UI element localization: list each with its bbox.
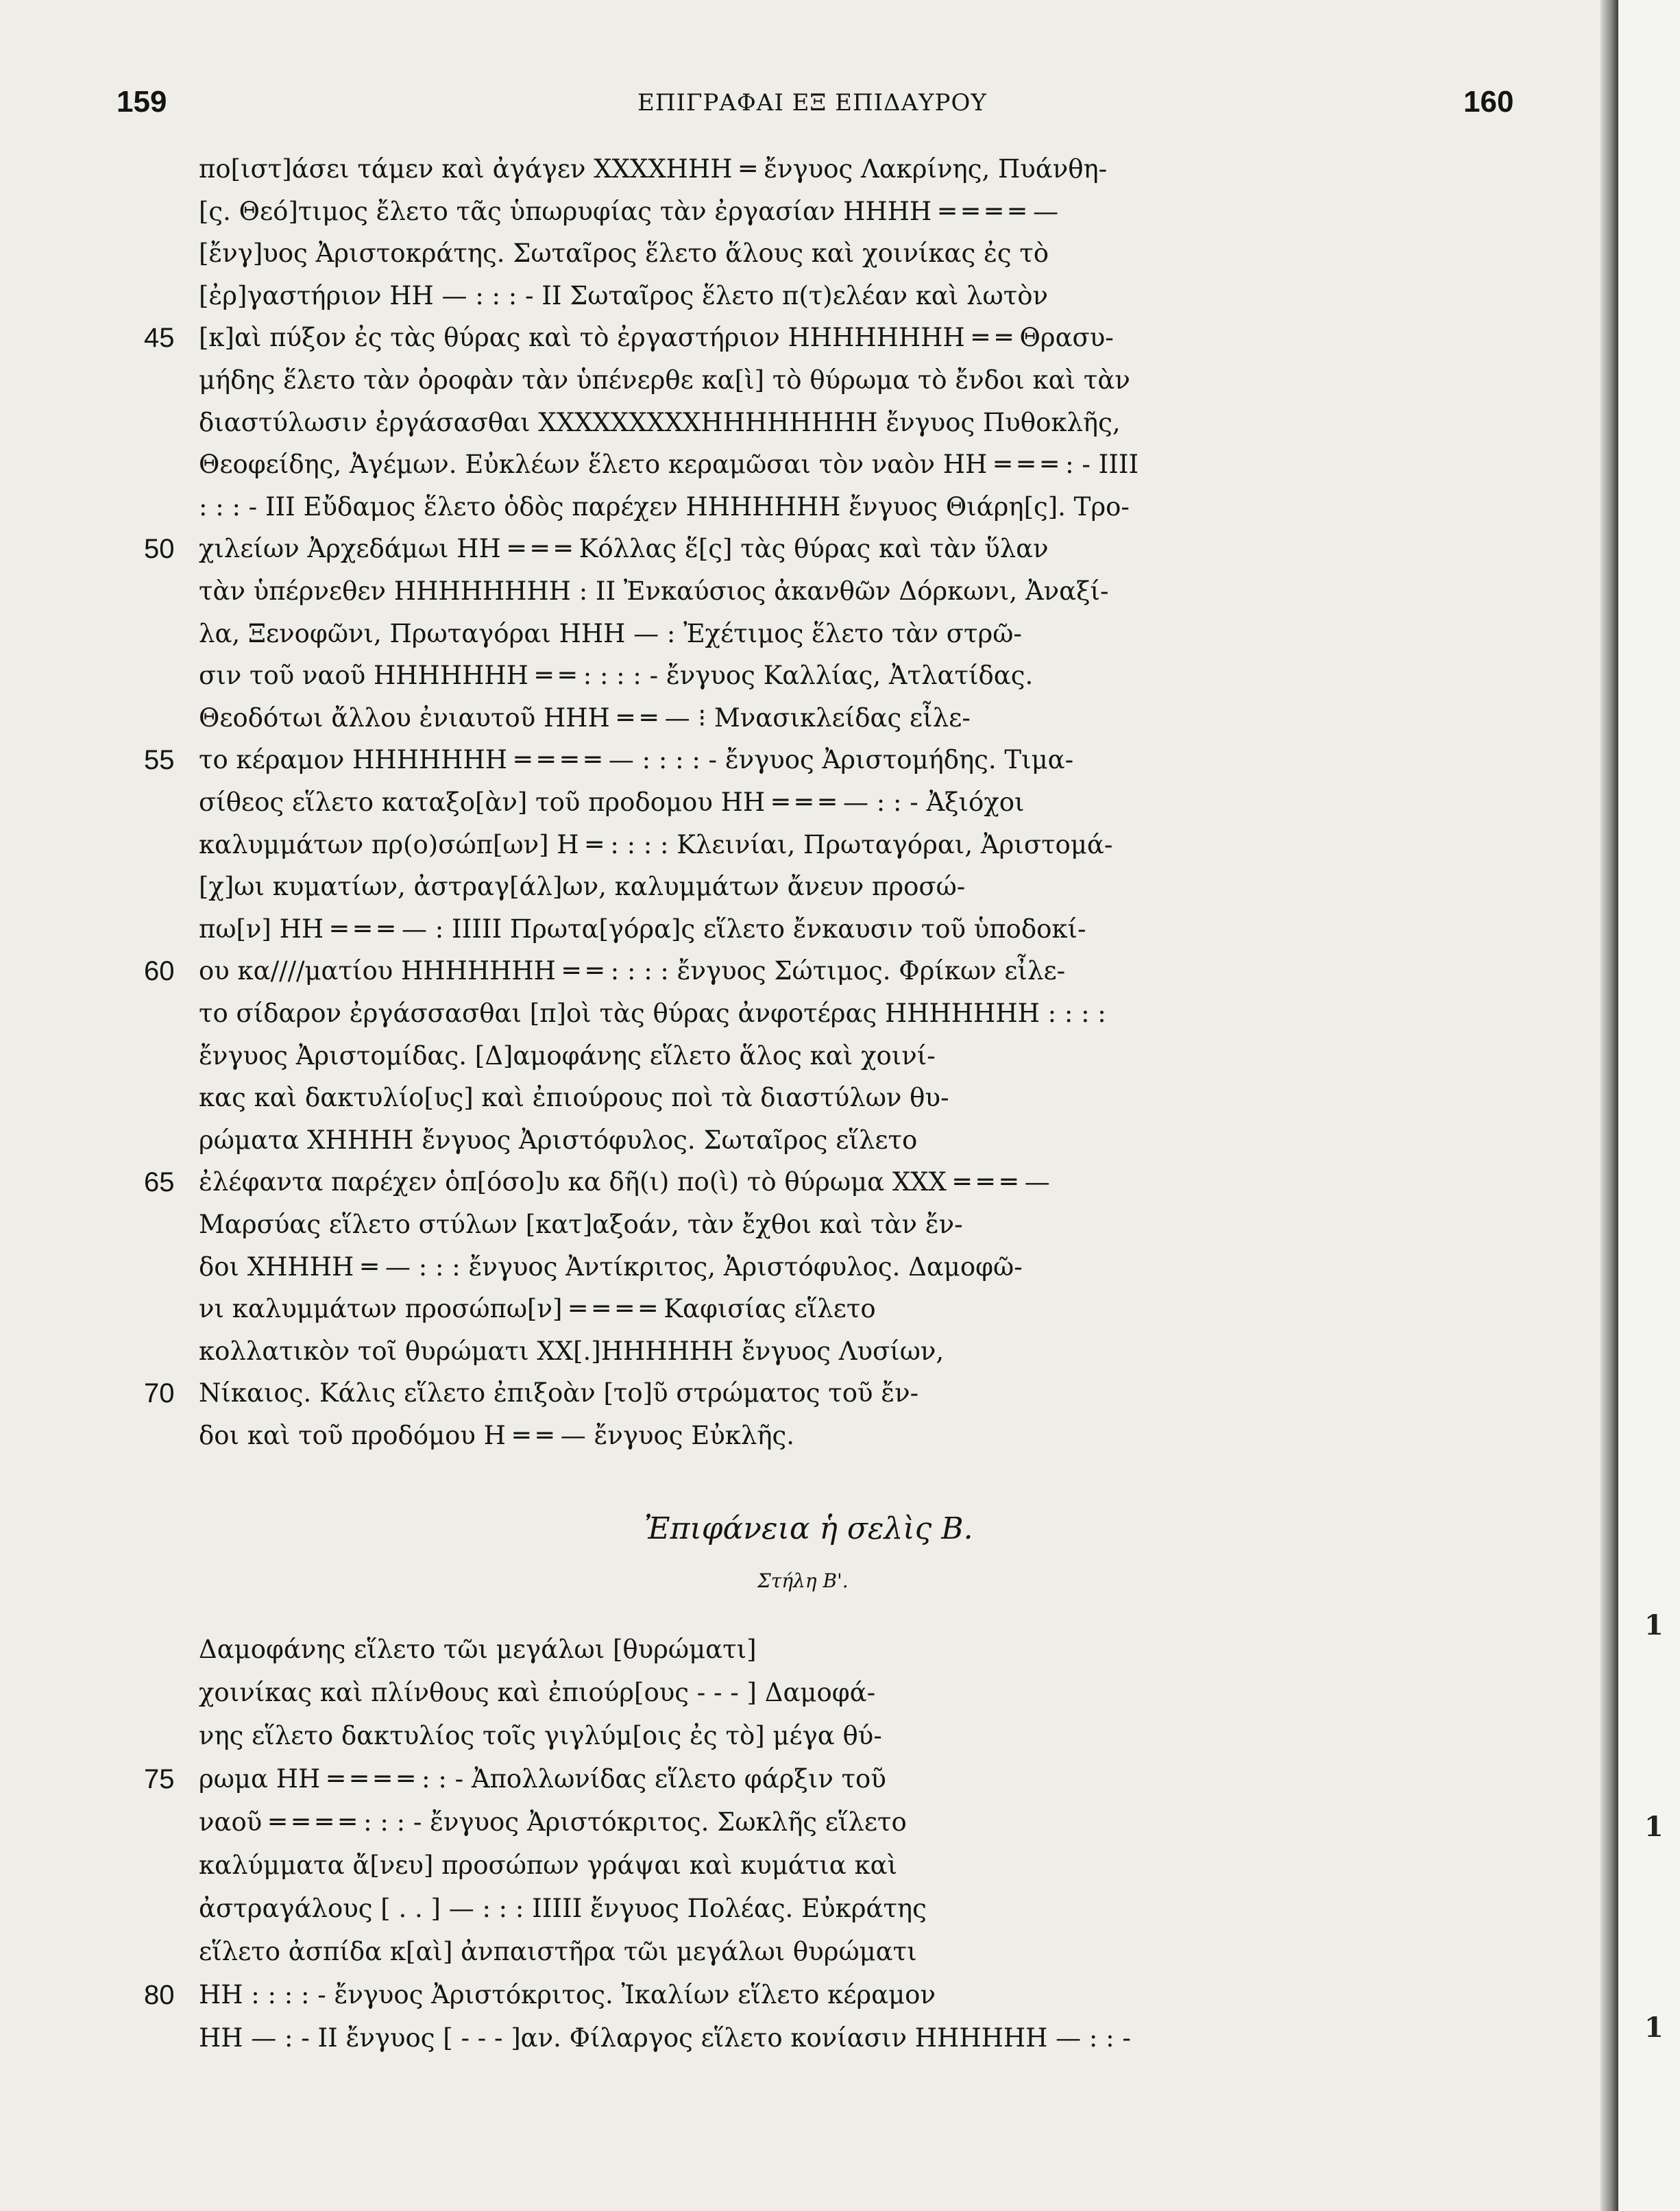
line-text: σίθεος εἵλετο καταξο[ὰν] τοῦ προδομου ΗΗ ═ ═ ═ — : : - Ἀξιόχοι (199, 787, 1025, 817)
margin-mark: 1 (1644, 2012, 1664, 2044)
line-text: κας καὶ δακτυλίο[υς] καὶ ἐπιούρους ποὶ τὰ διαστύλων θυ- (199, 1083, 949, 1113)
line-text: ου κα////ματίου ΗΗΗΗΗΗΗ ═ ═ : : : : ἔνγυος Σώτιμος. Φρίκων εἶλε- (199, 956, 1066, 986)
line-text: Μαρσύας εἵλετο στύλων [κατ]αξοάν, τὰν ἔχθοι καὶ τὰν ἔν- (199, 1210, 963, 1239)
margin-mark: 1 (1644, 1811, 1664, 1843)
text-line (199, 195, 1058, 229)
text-line (199, 448, 1139, 482)
line-text: ναοῦ ═ ═ ═ ═ : : : - ἔνγυος Ἀριστόκριτος. Σωκλῆς εἵλετο (199, 1807, 907, 1837)
text-line (199, 1208, 963, 1242)
line-text: Νίκαιος. Κάλις εἵλετο ἐπιξοὰν [το]ῦ στρώματος τοῦ ἔν- (199, 1378, 919, 1408)
text-line (144, 321, 1114, 355)
line-text: ΗΗ — : - ΙΙ ἔνγυος [ - - - ]αν. Φίλαργος εἵλετο κονίασιν ΗΗΗΗΗΗ — : : - (199, 2023, 1131, 2053)
line-text: σιν τοῦ ναοῦ ΗΗΗΗΗΗΗ ═ ═ : : : : - ἔνγυος Καλλίας, Ἀτλατίδας. (199, 661, 1034, 691)
text-line (199, 2021, 1131, 2055)
text-line (199, 785, 1025, 820)
section-heading: Ἐπιφάνεια ἡ σελὶς Β. (644, 1511, 973, 1546)
text-line (199, 997, 1106, 1031)
text-line (199, 1123, 917, 1158)
line-text: πω[ν] ΗΗ ═ ═ ═ — : ΙΙΙΙΙ Πρωτα[γόρα]ς εἵλετο ἔνκαυσιν τοῦ ὑποδοκί- (199, 914, 1086, 944)
page-number-right: 160 (1463, 85, 1514, 119)
line-text: διαστύλωσιν ἐργάσασθαι ΧΧΧΧΧΧΧΧΧΗΗΗΗΗΗΗΗ ἔνγυος Πυθοκλῆς, (199, 407, 1121, 437)
text-line (199, 236, 1049, 271)
text-line (199, 1419, 794, 1453)
text-line (199, 870, 965, 904)
line-number: 65 (144, 1167, 175, 1198)
text-line (144, 743, 1074, 777)
line-text: [χ]ωι κυματίων, ἀστραγ[άλ]ων, καλυμμάτων ἄνευν προσώ- (199, 872, 966, 902)
line-text: [κ]αὶ πύξον ἐς τὰς θύρας καὶ τὸ ἐργαστήριον ΗΗΗΗΗΗΗΗ ═ ═ Θρασυ- (199, 323, 1114, 353)
line-text: ρωμα ΗΗ ═ ═ ═ ═ : : - Ἀπολλωνίδας εἵλετο φάρξιν τοῦ (199, 1764, 886, 1794)
line-text: λα, Ξενοφῶνι, Πρωταγόραι ΗΗΗ — : Ἐχέτιμος ἕλετο τὰν στρῶ- (199, 618, 1022, 648)
text-line (199, 1292, 876, 1326)
text-line (199, 1719, 882, 1753)
text-line (199, 1334, 944, 1369)
text-line (199, 1250, 1023, 1284)
text-line (199, 490, 1130, 524)
line-number: 75 (144, 1764, 175, 1794)
text-line (199, 1935, 917, 1969)
line-text: καλύμματα ἄ[νευ] προσώπων γράψαι καὶ κυμάτια καὶ (199, 1850, 898, 1880)
text-line (199, 1805, 907, 1840)
line-text: Θεοδότωι ἄλλου ἐνιαυτοῦ ΗΗΗ ═ ═ — ⁝ Μνασικλείδας εἶλε- (199, 703, 971, 733)
text-line (199, 617, 1022, 651)
running-header (0, 77, 1600, 125)
text-line (144, 954, 1066, 988)
text-line (144, 1978, 936, 2012)
line-text: καλυμμάτων πρ(ο)σώπ[ων] Η ═ : : : : Κλεινίαι, Πρωταγόραι, Ἀριστομά- (199, 829, 1113, 859)
line-text: ἀστραγάλους [ . . ] — : : : ΙΙΙΙΙ ἔνγυος Πολέας. Εὐκράτης (199, 1894, 927, 1923)
page-number-left: 159 (117, 85, 167, 119)
line-text: : : : - ΙΙΙ Εὔδαμος ἕλετο ὁδὸς παρέχεν ΗΗΗΗΗΗΗ ἔνγυος Θιάρη[ς]. Τρο- (199, 491, 1130, 522)
line-text: εἵλετο ἀσπίδα κ[αὶ] ἀνπαιστῆρα τῶι μεγάλωι θυρώματι (199, 1937, 917, 1966)
text-line (199, 1039, 936, 1073)
line-text: τὰν ὑπέρνεθεν ΗΗΗΗΗΗΗΗ : ΙΙ Ἐνκαύσιος ἀκανθῶν Δόρκωνι, Ἀναξί- (199, 576, 1109, 606)
text-line (144, 1762, 886, 1796)
line-text: χοινίκας καὶ πλίνθους καὶ ἐπιούρ[ους - - - ] Δαμοφά- (199, 1678, 876, 1707)
line-text: [ἔνγ]υος Ἀριστοκράτης. Σωταῖρος ἕλετο ἅλους καὶ χοινίκας ἐς τὸ (199, 239, 1049, 269)
line-text: νι καλυμμάτων προσώπω[ν] ═ ═ ═ ═ Καφισίας εἵλετο (199, 1294, 876, 1324)
line-number: 55 (144, 745, 175, 776)
line-number: 80 (144, 1980, 175, 2010)
line-text: το σίδαρον ἐργάσσασθαι [π]οὶ τὰς θύρας ἀνφοτέρας ΗΗΗΗΗΗΗ : : : : (199, 999, 1106, 1028)
line-text: [ς. Θεό]τιμος ἔλετο τᾶς ὑπωρυφίας τὰν ἐργασίαν ΗΗΗΗ ═ ═ ═ ═ — (199, 196, 1059, 226)
line-text: νης εἵλετο δακτυλίος τοῖς γιγλύμ[οις ἐς τὸ] μέγα θύ- (199, 1721, 882, 1750)
text-line (144, 1165, 1050, 1199)
line-text: μήδης ἕλετο τὰν ὀροφὰν τὰν ὑπένερθε κα[ὶ] τὸ θύρωμα τὸ ἔνδοι καὶ τὰν (199, 365, 1130, 395)
line-text: ΗΗ : : : : - ἔνγυος Ἀριστόκριτος. Ἰκαλίων εἵλετο κέραμον (199, 1980, 936, 2010)
text-line (199, 363, 1130, 398)
line-text: Δαμοφάνης εἵλετο τῶι μεγάλωι [θυρώματι] (199, 1635, 757, 1664)
text-line (199, 912, 1086, 946)
text-line (199, 1848, 897, 1883)
line-number: 60 (144, 956, 175, 987)
text-line (199, 1081, 949, 1115)
line-text: ἐλέφαντα παρέχεν ὁπ[όσο]υ κα δῆ(ι) πο(ὶ) τὸ θύρωμα ΧΧΧ ═ ═ ═ — (199, 1167, 1050, 1197)
line-text: ρώματα ΧΗΗΗΗ ἔνγυος Ἀριστόφυλος. Σωταῖρος εἵλετο (199, 1125, 918, 1155)
text-line (199, 1892, 927, 1926)
text-line (144, 532, 1049, 566)
stele-subheading: Στήλη Β'. (757, 1569, 849, 1592)
text-line (199, 1676, 875, 1710)
margin-mark: 1 (1644, 1609, 1664, 1641)
text-line (199, 152, 1107, 186)
text-line (199, 828, 1112, 862)
line-text: [ἐρ]γαστήριον ΗΗ — : : : - ΙΙ Σωταῖρος ἕλετο π(τ)ελέαν καὶ λωτὸν (199, 280, 1048, 310)
line-text: χιλείων Ἀρχεδάμωι ΗΗ ═ ═ ═ Κόλλας ἕ[ς] τὰς θύρας καὶ τὰν ὕλαν (199, 534, 1049, 564)
line-text: κολλατικὸν τοῖ θυρώματι ΧΧ[.]ΗΗΗΗΗΗ ἔνγυος Λυσίων, (199, 1336, 945, 1366)
line-text: πο[ιστ]άσει τάμεν καὶ ἀγάγεν ΧΧΧΧΗΗΗ ═ ἔνγυος Λακρίνης, Πυάνθη- (199, 154, 1108, 184)
line-number: 50 (144, 534, 175, 565)
text-line (144, 1376, 919, 1410)
text-line (199, 659, 1033, 693)
running-title: ΕΠΙΓΡΑΦΑΙ ΕΞ ΕΠΙΔΑΥΡΟΥ (637, 89, 987, 117)
binding-gutter (1600, 0, 1618, 2211)
text-line (199, 701, 971, 735)
text-line (199, 574, 1109, 609)
line-text: το κέραμον ΗΗΗΗΗΗΗ ═ ═ ═ ═ — : : : : - ἔνγυος Ἀριστομήδης. Τιμα- (199, 745, 1074, 775)
line-text: δοι καὶ τοῦ προδόμου Η ═ ═ — ἔνγυος Εὐκλῆς. (199, 1421, 794, 1450)
line-text: Θεοφείδης, Ἀγέμων. Εὐκλέων ἕλετο κεραμῶσαι τὸν ναὸν ΗΗ ═ ═ ═ : - ΙΙΙΙ (199, 450, 1139, 480)
text-line (199, 1633, 757, 1667)
text-line (199, 279, 1048, 313)
line-number: 70 (144, 1378, 175, 1409)
line-text: δοι ΧΗΗΗΗ ═ — : : : ἔνγυος Ἀντίκριτος, Ἀριστόφυλος. Δαμοφῶ- (199, 1251, 1023, 1282)
line-text: ἔνγυος Ἀριστομίδας. [Δ]αμοφάνης εἵλετο ἅλος καὶ χοινί- (199, 1040, 936, 1071)
facing-page-edge (1618, 0, 1680, 2211)
line-number: 45 (144, 323, 175, 354)
text-line (199, 406, 1121, 440)
